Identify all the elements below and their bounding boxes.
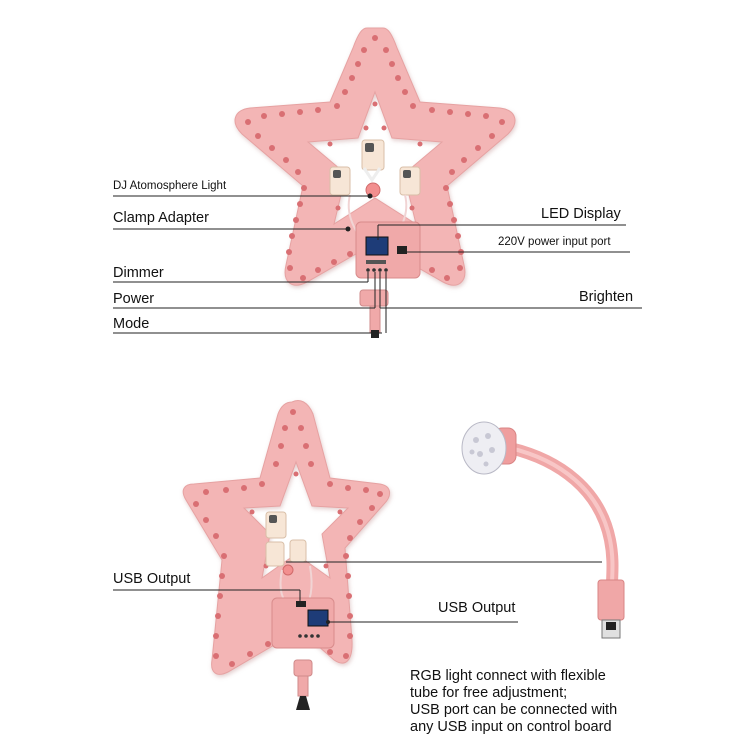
- description-line-1: RGB light connect with flexible: [410, 668, 606, 684]
- label-usb-output-right: USB Output: [438, 600, 516, 616]
- label-dj-light: DJ Atomosphere Light: [113, 180, 227, 192]
- label-dimmer: Dimmer: [113, 265, 164, 281]
- label-clamp-adapter: Clamp Adapter: [113, 210, 209, 226]
- description-line-4: any USB input on control board: [410, 719, 612, 735]
- label-power-port: 220V power input port: [498, 236, 611, 248]
- rgb-light-description: [410, 668, 740, 736]
- label-power: Power: [113, 291, 155, 307]
- label-mode: Mode: [113, 316, 150, 332]
- star-lamp-angled: [183, 401, 389, 711]
- label-led-display: LED Display: [541, 206, 621, 222]
- usb-plug-housing: [598, 580, 624, 620]
- rgb-dome: [462, 422, 506, 474]
- led-display-screen-top: [366, 237, 388, 255]
- led-display-screen-bottom: [308, 610, 328, 626]
- description-line-2: tube for free adjustment;: [410, 685, 568, 701]
- label-brighten: Brighten: [579, 289, 634, 305]
- description-line-3: USB port can be connected with: [410, 702, 618, 718]
- label-usb-output-left: USB Output: [113, 571, 191, 587]
